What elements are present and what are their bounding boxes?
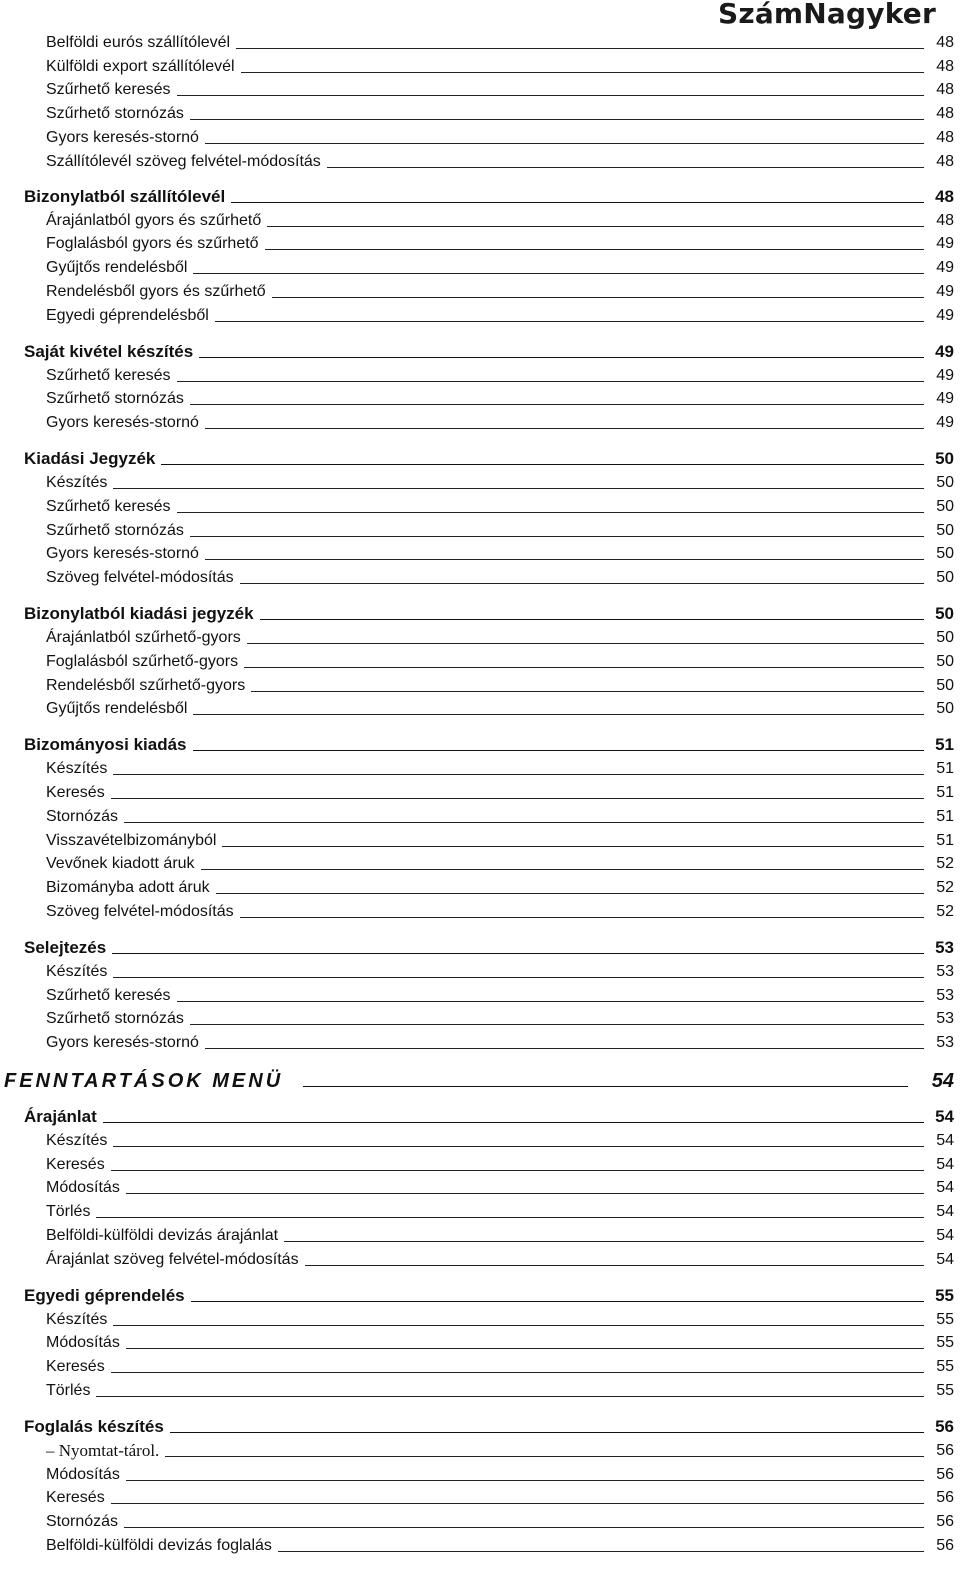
toc-entry[interactable]: [0, 826, 960, 850]
toc-entry-label: Módosítás: [46, 1334, 126, 1352]
toc-leader-line: [124, 1527, 924, 1528]
toc-entry-label: Szűrhető keresés: [46, 367, 177, 385]
toc-entry-label: Szűrhető stornózás: [46, 105, 190, 123]
toc-entry-label: FENNTARTÁSOK MENÜ: [4, 1072, 289, 1090]
toc-entry-label: Bizonylatból szállítólevél: [24, 188, 231, 206]
toc-entry[interactable]: [0, 468, 960, 492]
toc-page-number: 55: [936, 1310, 954, 1328]
toc-page-number: 48: [936, 57, 954, 75]
toc-entry-label: Készítés: [46, 1132, 113, 1150]
toc-page-number: 48: [935, 186, 954, 206]
toc-page-number: 48: [936, 128, 954, 146]
toc-page-number: 50: [935, 604, 954, 624]
toc-leader-line: [260, 619, 924, 620]
toc-leader-line: [251, 691, 924, 692]
toc-entry[interactable]: [0, 1174, 960, 1198]
toc-heading[interactable]: [0, 599, 960, 623]
toc-entry-label: Rendelésből szűrhető-gyors: [46, 677, 251, 695]
toc-leader-line: [177, 95, 924, 96]
toc-leader-line: [190, 404, 924, 405]
toc-page-number: 52: [936, 902, 954, 920]
toc-leader-line: [165, 1456, 924, 1457]
toc-page-number: 52: [936, 879, 954, 897]
toc-leader-line: [190, 1024, 924, 1025]
toc-entry-label: Árajánlat szöveg felvétel-módosítás: [46, 1251, 305, 1269]
toc-entry-label: Foglalás készítés: [24, 1418, 170, 1436]
toc-leader-line: [193, 273, 924, 274]
toc-page-number: 56: [936, 1537, 954, 1555]
toc-leader-line: [111, 798, 924, 799]
toc-entry-label: Bizományosi kiadás: [24, 736, 193, 754]
toc-leader-line: [272, 297, 924, 298]
toc-entry[interactable]: [0, 1028, 960, 1052]
toc-entry[interactable]: [0, 754, 960, 778]
toc-entry-label: Szűrhető stornózás: [46, 522, 190, 540]
toc-page-number: 51: [936, 831, 954, 849]
toc-heading[interactable]: [0, 933, 960, 957]
toc-entry[interactable]: [0, 301, 960, 325]
toc-page-number: 48: [936, 105, 954, 123]
toc-leader-line: [305, 1265, 924, 1266]
toc-leader-line: [177, 381, 924, 382]
toc-leader-line: [240, 583, 924, 584]
toc-page-number: 54: [936, 1250, 954, 1268]
toc-page-number: 55: [936, 1358, 954, 1376]
toc-page-number: 54: [936, 1179, 954, 1197]
toc-leader-line: [216, 893, 924, 894]
toc-page-number: 50: [936, 497, 954, 515]
toc-entry[interactable]: [0, 1245, 960, 1269]
toc-leader-line: [205, 143, 924, 144]
toc-entry-label: Gyűjtős rendelésből: [46, 259, 193, 277]
toc-entry-label: Bizományba adott áruk: [46, 879, 216, 897]
toc-entry[interactable]: [0, 1460, 960, 1484]
toc-leader-line: [215, 321, 924, 322]
toc-entry-label: Szűrhető keresés: [46, 987, 177, 1005]
toc-leader-line: [240, 917, 924, 918]
toc-entry-label: Keresés: [46, 1358, 111, 1376]
toc-leader-line: [112, 953, 924, 954]
toc-leader-line: [205, 1048, 924, 1049]
toc-entry-label: Visszavételbizományból: [46, 832, 222, 850]
toc-entry[interactable]: [0, 28, 960, 52]
toc-entry[interactable]: [0, 695, 960, 719]
toc-entry-label: Készítés: [46, 474, 113, 492]
toc-entry-label: Belföldi-külföldi devizás árajánlat: [46, 1227, 284, 1245]
toc-entry[interactable]: [0, 76, 960, 100]
toc-page-number: 49: [935, 341, 954, 361]
toc-entry[interactable]: [0, 206, 960, 230]
toc-entry[interactable]: [0, 1329, 960, 1353]
toc-page-number: 49: [936, 306, 954, 324]
brand-logo-text: SzámNagyker: [717, 0, 936, 30]
toc-page-number: 54: [936, 1131, 954, 1149]
toc-entry-label: Keresés: [46, 1156, 111, 1174]
toc-leader-line: [193, 750, 924, 751]
toc-page-number: 56: [936, 1465, 954, 1483]
toc-entry[interactable]: [0, 1376, 960, 1400]
toc-entry[interactable]: [0, 385, 960, 409]
toc-leader-line: [126, 1348, 924, 1349]
toc-entry[interactable]: [0, 897, 960, 921]
toc-page-number: 56: [936, 1513, 954, 1531]
toc-entry-label: Selejtezés: [24, 939, 112, 957]
toc-entry-label: Gyűjtős rendelésből: [46, 700, 193, 718]
toc-entry-label: Szállítólevél szöveg felvétel-módosítás: [46, 153, 327, 171]
toc-entry[interactable]: [0, 1197, 960, 1221]
toc-heading[interactable]: [0, 730, 960, 754]
toc-page-number: 48: [936, 33, 954, 51]
toc-entry-label: Keresés: [46, 1489, 111, 1507]
toc-page-number: 53: [936, 1034, 954, 1052]
toc-leader-line: [205, 559, 924, 560]
toc-leader-line: [124, 822, 924, 823]
toc-leader-line: [265, 249, 924, 250]
toc-leader-line: [236, 48, 924, 49]
toc-entry-label: Gyors keresés-stornó: [46, 1034, 205, 1052]
toc-page-number: 50: [936, 700, 954, 718]
toc-entry-label: Kiadási Jegyzék: [24, 450, 161, 468]
toc-entry-label: Készítés: [46, 760, 113, 778]
toc-entry[interactable]: [0, 1005, 960, 1029]
toc-entry[interactable]: [0, 516, 960, 540]
toc-leader-line: [190, 536, 924, 537]
toc-leader-line: [190, 119, 924, 120]
toc-leader-line: [327, 167, 924, 168]
toc-entry-label: Törlés: [46, 1203, 96, 1221]
toc-page-number: 54: [931, 1070, 954, 1093]
toc-entry-label: Szűrhető stornózás: [46, 1010, 190, 1028]
toc-page-number: 50: [936, 676, 954, 694]
toc-entry-label: Módosítás: [46, 1179, 126, 1197]
toc-entry[interactable]: [0, 1484, 960, 1508]
toc-entry-label: Árajánlat: [24, 1108, 103, 1126]
toc-leader-line: [161, 464, 924, 465]
toc-entry-label: Stornózás: [46, 808, 124, 826]
toc-leader-line: [111, 1170, 924, 1171]
toc-entry-label: – Nyomtat-tárol.: [46, 1442, 165, 1460]
toc-entry[interactable]: [0, 1305, 960, 1329]
toc-entry-label: Foglalásból szűrhető-gyors: [46, 653, 244, 671]
toc-leader-line: [113, 1325, 924, 1326]
toc-page-number: 54: [936, 1203, 954, 1221]
toc-leader-line: [231, 202, 924, 203]
toc-leader-line: [303, 1086, 908, 1087]
toc-leader-line: [267, 226, 924, 227]
toc-entry[interactable]: [0, 1126, 960, 1150]
toc-entry[interactable]: [0, 850, 960, 874]
toc-page-number: 56: [936, 1441, 954, 1459]
toc-entry-label: Gyors keresés-stornó: [46, 545, 205, 563]
toc-page-number: 50: [936, 569, 954, 587]
toc-entry-label: Árajánlatból szűrhető-gyors: [46, 629, 247, 647]
toc-leader-line: [247, 643, 924, 644]
toc-page-number: 53: [936, 962, 954, 980]
toc-page-number: 54: [935, 1107, 954, 1127]
toc-entry[interactable]: [0, 623, 960, 647]
toc-entry[interactable]: [0, 563, 960, 587]
toc-entry-label: Árajánlatból gyors és szűrhető: [46, 212, 267, 230]
toc-leader-line: [205, 428, 924, 429]
toc-leader-line: [113, 1146, 924, 1147]
toc-entry[interactable]: [0, 492, 960, 516]
toc-page-number: 50: [936, 652, 954, 670]
toc-leader-line: [113, 774, 924, 775]
toc-entry-label: Szűrhető keresés: [46, 498, 177, 516]
toc-entry[interactable]: [0, 1150, 960, 1174]
toc-page-number: 55: [936, 1382, 954, 1400]
toc-leader-line: [222, 846, 924, 847]
toc-entry[interactable]: [0, 1221, 960, 1245]
toc-leader-line: [103, 1122, 924, 1123]
toc-page-number: 53: [935, 937, 954, 957]
toc-entry[interactable]: [0, 1507, 960, 1531]
toc-entry[interactable]: [0, 277, 960, 301]
toc-page-number: 56: [935, 1417, 954, 1437]
toc-entry[interactable]: [0, 802, 960, 826]
toc-entry[interactable]: [0, 647, 960, 671]
toc-entry[interactable]: [0, 99, 960, 123]
toc-leader-line: [96, 1396, 924, 1397]
toc-page-number: 53: [936, 986, 954, 1004]
toc-entry[interactable]: [0, 873, 960, 897]
toc-page-number: 51: [936, 807, 954, 825]
toc-page-number: 55: [935, 1285, 954, 1305]
toc-entry[interactable]: [0, 361, 960, 385]
table-of-contents: [0, 28, 960, 1555]
toc-entry-label: Gyors keresés-stornó: [46, 414, 205, 432]
toc-heading[interactable]: [0, 1412, 960, 1436]
toc-heading[interactable]: [0, 337, 960, 361]
toc-page-number: 49: [936, 282, 954, 300]
toc-entry-label: Törlés: [46, 1382, 96, 1400]
toc-page-number: 49: [936, 235, 954, 253]
toc-entry-label: Módosítás: [46, 1466, 126, 1484]
toc-leader-line: [113, 977, 924, 978]
toc-leader-line: [177, 512, 924, 513]
toc-entry[interactable]: [0, 981, 960, 1005]
toc-page-number: 51: [936, 783, 954, 801]
toc-entry-label: Külföldi export szállítólevél: [46, 58, 241, 76]
toc-page-number: 55: [936, 1334, 954, 1352]
toc-leader-line: [241, 72, 924, 73]
toc-entry[interactable]: [0, 540, 960, 564]
toc-entry-label: Belföldi-külföldi devizás foglalás: [46, 1537, 278, 1555]
toc-leader-line: [170, 1432, 924, 1433]
toc-leader-line: [284, 1241, 924, 1242]
toc-entry-label: Foglalásból gyors és szűrhető: [46, 235, 265, 253]
toc-leader-line: [193, 714, 924, 715]
toc-page-number: 48: [936, 152, 954, 170]
toc-leader-line: [244, 667, 924, 668]
toc-entry[interactable]: [0, 957, 960, 981]
toc-entry-label: Készítés: [46, 1311, 113, 1329]
toc-leader-line: [111, 1372, 924, 1373]
toc-page-number: 51: [935, 735, 954, 755]
toc-entry-label: Bizonylatból kiadási jegyzék: [24, 605, 260, 623]
toc-page-number: 51: [936, 760, 954, 778]
toc-page-number: 52: [936, 855, 954, 873]
toc-entry[interactable]: [0, 1436, 960, 1460]
toc-page-number: 49: [936, 390, 954, 408]
toc-page-number: 49: [936, 259, 954, 277]
toc-leader-line: [111, 1503, 924, 1504]
toc-entry-label: Gyors keresés-stornó: [46, 129, 205, 147]
toc-page-number: 50: [936, 628, 954, 646]
toc-leader-line: [201, 869, 924, 870]
toc-page-number: 54: [936, 1155, 954, 1173]
toc-entry-label: Szöveg felvétel-módosítás: [46, 903, 240, 921]
toc-entry-label: Szöveg felvétel-módosítás: [46, 569, 240, 587]
toc-entry-label: Egyedi géprendelésből: [46, 307, 215, 325]
toc-page-number: 48: [936, 211, 954, 229]
toc-page-number: 54: [936, 1227, 954, 1245]
toc-entry[interactable]: [0, 1352, 960, 1376]
toc-heading[interactable]: [0, 182, 960, 206]
toc-leader-line: [199, 357, 924, 358]
toc-entry-label: Rendelésből gyors és szűrhető: [46, 283, 272, 301]
toc-entry-label: Szűrhető keresés: [46, 81, 177, 99]
toc-leader-line: [126, 1480, 924, 1481]
toc-leader-line: [126, 1193, 924, 1194]
toc-heading[interactable]: [0, 444, 960, 468]
toc-page-number: 50: [936, 545, 954, 563]
toc-entry-label: Keresés: [46, 784, 111, 802]
toc-entry[interactable]: [0, 230, 960, 254]
toc-heading[interactable]: [0, 1102, 960, 1126]
toc-leader-line: [113, 488, 924, 489]
toc-leader-line: [177, 1001, 924, 1002]
toc-entry-label: Szűrhető stornózás: [46, 390, 190, 408]
toc-entry[interactable]: [0, 253, 960, 277]
toc-page-number: 49: [936, 414, 954, 432]
toc-page-number: 50: [936, 473, 954, 491]
toc-entry-label: Vevőnek kiadott áruk: [46, 855, 201, 873]
toc-entry-label: Készítés: [46, 963, 113, 981]
toc-entry[interactable]: [0, 123, 960, 147]
toc-entry-label: Saját kivétel készítés: [24, 343, 199, 361]
toc-leader-line: [278, 1551, 924, 1552]
toc-entry[interactable]: [0, 1531, 960, 1555]
toc-page-number: 49: [936, 366, 954, 384]
toc-entry[interactable]: [0, 671, 960, 695]
toc-chapter[interactable]: [0, 1064, 960, 1093]
toc-page-number: 50: [935, 449, 954, 469]
toc-entry[interactable]: [0, 778, 960, 802]
toc-leader-line: [96, 1217, 924, 1218]
toc-page-number: 56: [936, 1489, 954, 1507]
toc-entry[interactable]: [0, 408, 960, 432]
toc-entry[interactable]: [0, 147, 960, 171]
toc-entry-label: Belföldi eurós szállítólevél: [46, 34, 236, 52]
toc-page-number: 53: [936, 1010, 954, 1028]
toc-entry-label: Stornózás: [46, 1513, 124, 1531]
toc-page-number: 48: [936, 81, 954, 99]
toc-page-number: 50: [936, 521, 954, 539]
toc-entry[interactable]: [0, 52, 960, 76]
toc-entry-label: Egyedi géprendelés: [24, 1287, 191, 1305]
toc-heading[interactable]: [0, 1281, 960, 1305]
toc-leader-line: [191, 1301, 924, 1302]
